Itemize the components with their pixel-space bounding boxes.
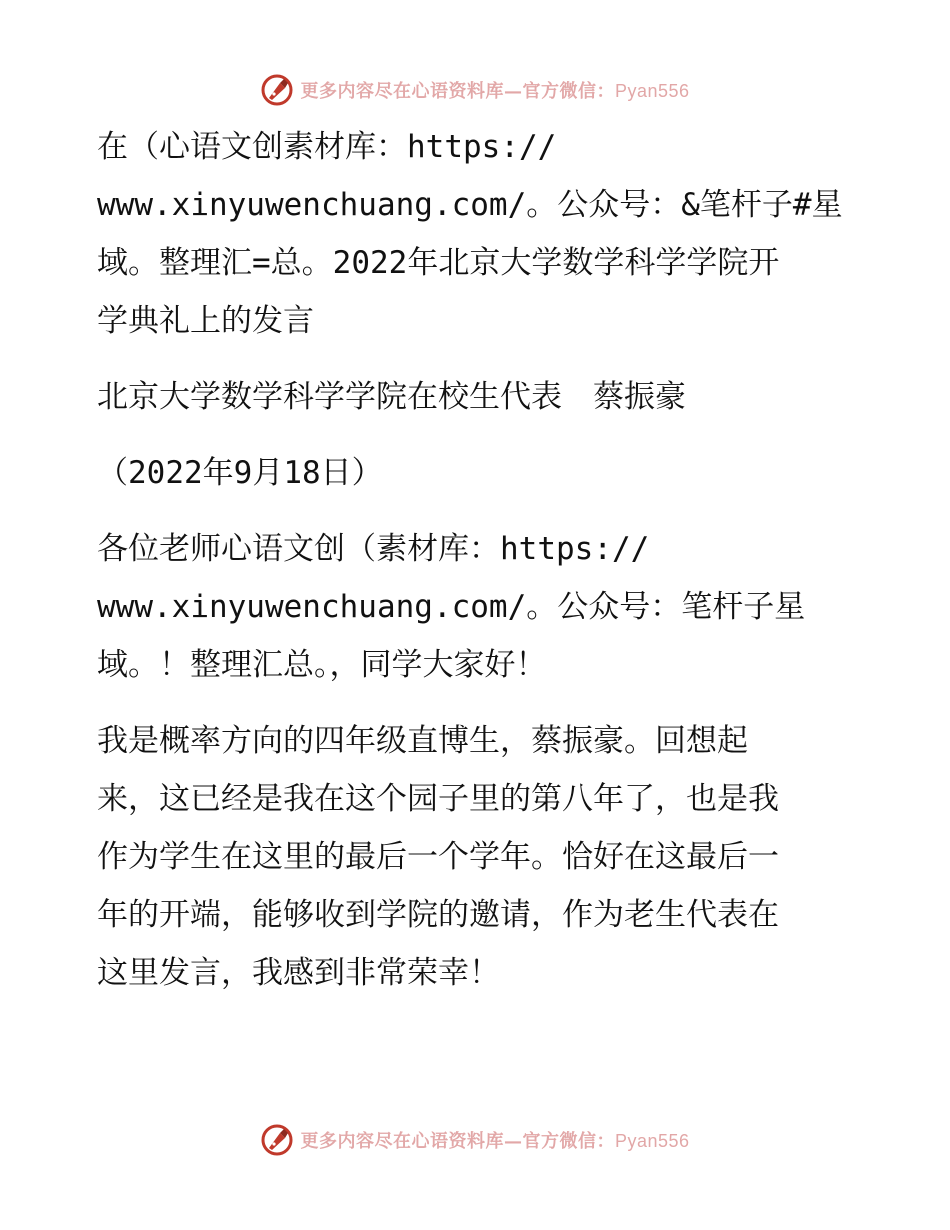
pen-nib-logo-icon (260, 73, 294, 107)
text-line: 各位老师心语文创（素材库：https:// (97, 531, 650, 567)
text-line: 我是概率方向的四年级直博生，蔡振豪。回想起 (97, 723, 748, 759)
text-line: 域。整理汇=总。2022年北京大学数学科学学院开 (97, 245, 780, 281)
text-line: 年的开端，能够收到学院的邀请，作为老生代表在 (97, 897, 779, 933)
header-banner-inner (260, 73, 689, 107)
paragraph-speaker (97, 368, 857, 426)
text-line: www.xinyuwenchuang.com/。公众号：笔杆子星 (97, 589, 806, 625)
paragraph-body (97, 712, 857, 1002)
paragraph-date (97, 444, 857, 502)
footer-banner-wechat-id: Pyan556 (614, 1131, 690, 1151)
text-line: 北京大学数学科学学院在校生代表 蔡振豪 (97, 379, 686, 415)
pen-nib-logo-icon (260, 1123, 294, 1157)
header-banner-wechat-id: Pyan556 (614, 81, 690, 101)
footer-banner-text (300, 1127, 689, 1153)
paragraph-intro (97, 118, 857, 350)
text-line: 来，这已经是我在这个园子里的第八年了，也是我 (97, 781, 779, 817)
text-line: 在（心语文创素材库：https:// (97, 129, 557, 165)
text-line: （2022年9月18日） (97, 455, 383, 491)
paragraph-greeting (97, 520, 857, 694)
text-line: 域。！整理汇总。，同学大家好！ (97, 647, 547, 683)
text-line: 学典礼上的发言 (97, 303, 314, 339)
footer-banner-inner (260, 1123, 689, 1157)
document-body (97, 118, 857, 1002)
footer-banner (0, 1120, 950, 1160)
text-line: 作为学生在这里的最后一个学年。恰好在这最后一 (97, 839, 779, 875)
text-line: 这里发言，我感到非常荣幸！ (97, 955, 500, 991)
footer-banner-text-cn: 更多内容尽在心语资料库—官方微信： (300, 1131, 615, 1152)
header-banner-text-cn: 更多内容尽在心语资料库—官方微信： (300, 81, 615, 102)
header-banner-text (300, 77, 689, 103)
text-line: www.xinyuwenchuang.com/。公众号：&笔杆子#星 (97, 187, 843, 223)
header-banner (0, 70, 950, 110)
